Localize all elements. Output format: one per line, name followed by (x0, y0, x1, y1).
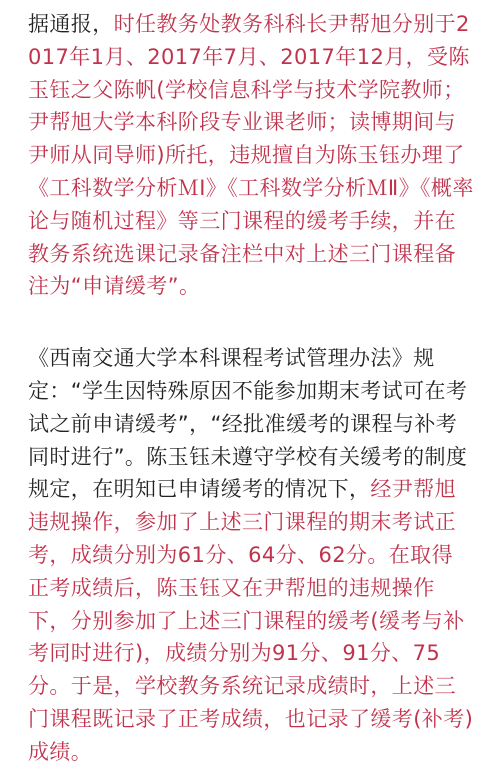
highlighted-text-segment: 时任教务处教务科科长尹帮旭分别于2017年1月、2017年7月、2017年12月，受陈玉钰之父陈帆(学校信息科学与技术学院教师；尹帮旭大学本科阶段专业课老师；读博期间与尹师从同导师)所托，违规擅自为陈玉钰办理了《工科数学分析ＭⅠ》《工科数学分析ＭⅡ》《概率论与随机过程》等三门课程的缓考手续，并在教务系统选课记录备注栏中对上述三门课程备注为“申请缓考”。 (28, 12, 474, 299)
highlighted-text-segment: 经尹帮旭违规操作，参加了上述三门课程的期末考试正考，成绩分别为61分、64分、62分。在取得正考成绩后，陈玉钰又在尹帮旭的违规操作下，分别参加了上述三门课程的缓考(缓考与补考同时进行)，成绩分别为91分、91分、75分。于是，学校教务系统记录成绩时，上述三门课程既记录了正考成绩，也记录了缓考(补考)成绩。 (28, 477, 474, 764)
text-segment: 据通报， (28, 12, 114, 36)
paragraph-report (28, 8, 474, 303)
text-segment: 《西南交通大学本科课程考试管理办法》规定：“学生因特殊原因不能参加期末考试可在考试之前申请缓考”，“经批准缓考的课程与补考同时进行”。陈玉钰未遵守学校有关缓考的制度规定，在明知已申请缓考的情况下， (28, 346, 468, 502)
article-excerpt (28, 8, 474, 769)
paragraph-regulation (28, 342, 474, 768)
